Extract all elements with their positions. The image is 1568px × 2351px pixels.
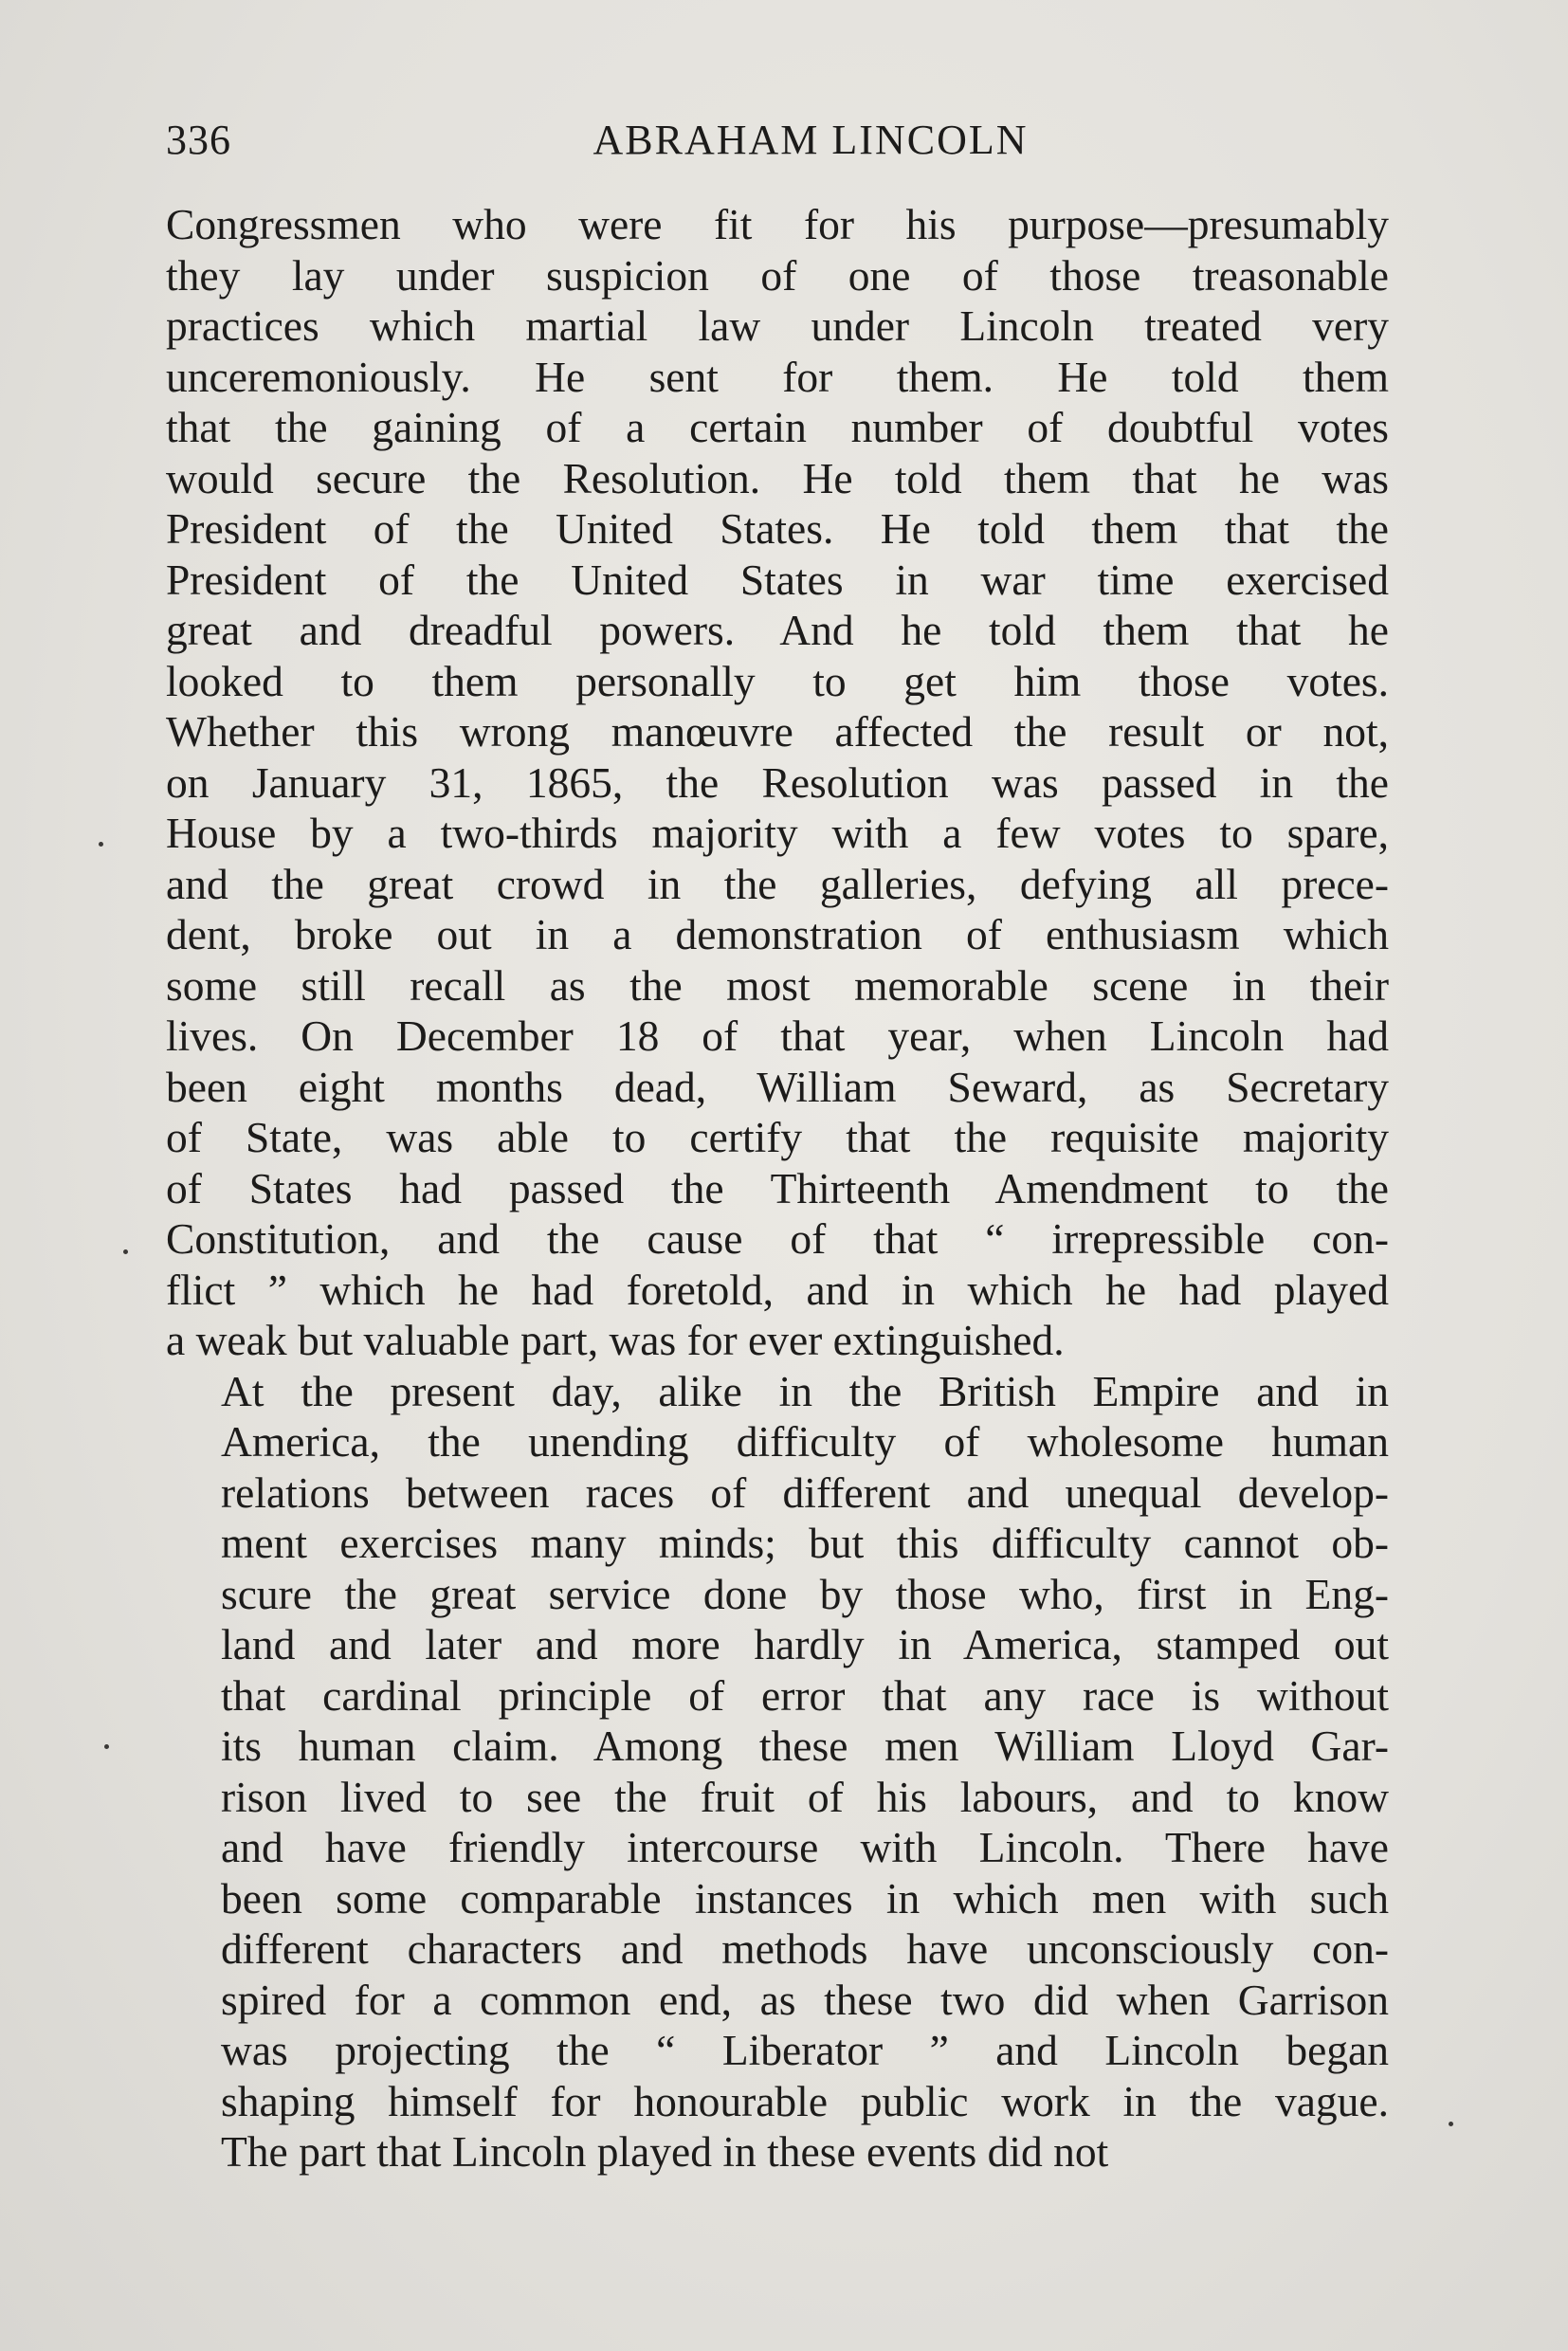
text-line: The part that Lincoln played in these events did not bbox=[221, 2127, 1109, 2176]
text-line: of States had passed the Thirteenth Amendment to the bbox=[166, 1163, 1389, 1212]
text-line: unceremoniously. He sent for them. He told them bbox=[166, 352, 1389, 401]
text-line: that the gaining of a certain number of doubtful votes bbox=[166, 403, 1389, 451]
text-line: President of the United States. He told them that the bbox=[166, 504, 1389, 553]
text-line: would secure the Resolution. He told them that he was bbox=[166, 453, 1389, 502]
text-line: and the great crowd in the galleries, defying all prece- bbox=[166, 859, 1389, 908]
page-speck bbox=[99, 842, 103, 847]
text-line: Whether this wrong manœuvre affected the result or not, bbox=[166, 707, 1389, 756]
text-line: some still recall as the most memorable scene in their bbox=[166, 960, 1389, 1010]
page-speck bbox=[123, 1249, 128, 1254]
text-line: different characters and methods have unconsciously con- bbox=[221, 1924, 1389, 1973]
page-speck bbox=[1449, 2122, 1453, 2126]
paragraph-2 bbox=[166, 1366, 1389, 2178]
text-line: looked to them personally to get him those votes. bbox=[166, 656, 1389, 705]
text-line: House by a two-thirds majority with a few votes to spare, bbox=[166, 809, 1389, 857]
text-line: flict ” which he had foretold, and in which he had played bbox=[166, 1265, 1389, 1314]
text-line: Congressmen who were fit for his purpose—presumably bbox=[166, 200, 1389, 248]
text-line: scure the great service done by those who, first in Eng- bbox=[221, 1569, 1389, 1618]
page-speck bbox=[104, 1744, 109, 1749]
text-line: they lay under suspicion of one of those treasonable bbox=[166, 250, 1389, 300]
text-line: lives. On December 18 of that year, when Lincoln had bbox=[166, 1011, 1389, 1060]
text-line: on January 31, 1865, the Resolution was passed in the bbox=[166, 757, 1389, 807]
text-line: and have friendly intercourse with Lincoln. There have bbox=[221, 1823, 1389, 1871]
text-line: America, the unending difficulty of wholesome human bbox=[221, 1417, 1389, 1466]
text-line: of State, was able to certify that the requisite majority bbox=[166, 1113, 1389, 1161]
text-line: that cardinal principle of error that any race is without bbox=[221, 1670, 1389, 1720]
body-text bbox=[166, 199, 1389, 2178]
text-line: ment exercises many minds; but this difficulty cannot ob- bbox=[221, 1519, 1389, 1567]
text-line: At the present day, alike in the British Empire and in bbox=[221, 1366, 1389, 1415]
text-line: a weak but valuable part, was for ever extinguished. bbox=[166, 1316, 1065, 1364]
text-line: land and later and more hardly in America, stamped out bbox=[221, 1620, 1389, 1668]
text-line: spired for a common end, as these two did when Garrison bbox=[221, 1975, 1389, 2024]
text-line: rison lived to see the fruit of his labours, and to know bbox=[221, 1772, 1389, 1821]
text-line: Constitution, and the cause of that “ irrepressible con- bbox=[166, 1214, 1389, 1263]
text-line: was projecting the “ Liberator ” and Lincoln began bbox=[221, 2026, 1389, 2074]
text-line: President of the United States in war time exercised bbox=[166, 555, 1389, 604]
text-line: its human claim. Among these men William Lloyd Gar- bbox=[221, 1722, 1389, 1770]
page-number: 336 bbox=[166, 117, 231, 163]
text-line: dent, broke out in a demonstration of enthusiasm which bbox=[166, 910, 1389, 958]
text-line: relations between races of different and unequal develop- bbox=[221, 1467, 1389, 1517]
paragraph-1 bbox=[166, 199, 1389, 1366]
text-line: shaping himself for honourable public work in the vague. bbox=[221, 2076, 1389, 2125]
text-line: practices which martial law under Lincoln treated very bbox=[166, 301, 1389, 350]
text-line: been some comparable instances in which men with such bbox=[221, 1873, 1389, 1923]
text-line: great and dreadful powers. And he told them that he bbox=[166, 606, 1389, 654]
running-title: ABRAHAM LINCOLN bbox=[593, 117, 1029, 163]
text-line: been eight months dead, William Seward, as Secretary bbox=[166, 1062, 1389, 1111]
running-head bbox=[166, 112, 1389, 169]
